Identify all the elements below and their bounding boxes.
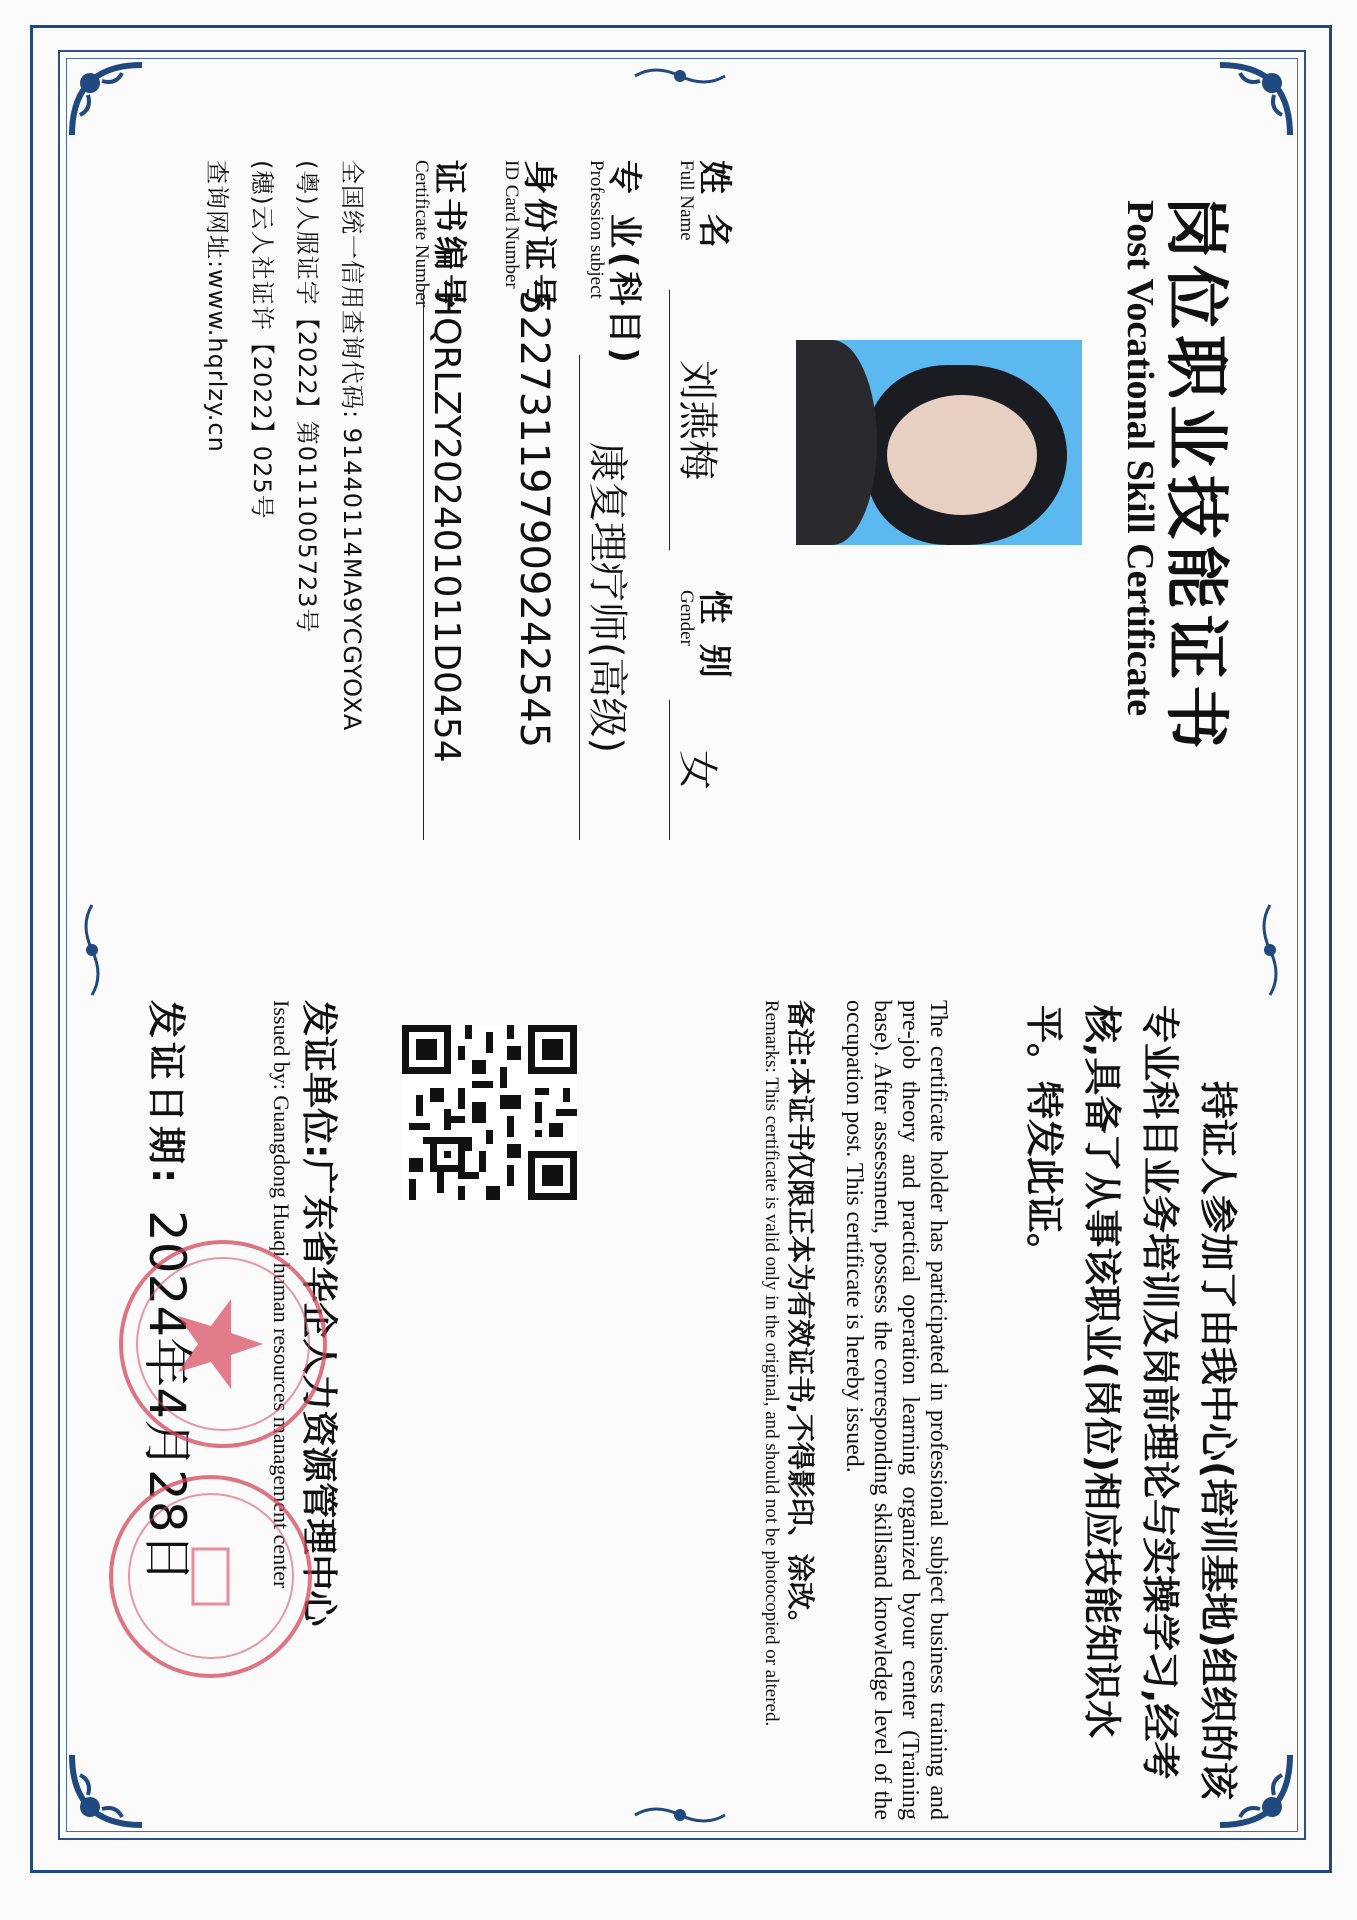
profession-label-cn: 专 业(科目)	[604, 160, 644, 367]
qr-code	[402, 1025, 577, 1200]
certno-value: HQRLZY202401011D0454	[423, 290, 467, 840]
credit-code: 全国统一信用查询代码: 91440114MA9YCGYOXA	[338, 160, 366, 732]
certno-label-cn: 证书编号	[429, 160, 469, 312]
certno-label-en: Certificate Number	[411, 160, 432, 308]
issuer-label: 发证单位:	[298, 1000, 339, 1159]
id-label-cn: 身份证号	[519, 160, 559, 312]
name-label-en: Full Name	[676, 160, 697, 241]
issue-date-value: 2024年4月28日	[138, 1210, 196, 1583]
official-seal-2	[109, 1475, 312, 1678]
query-website: 查询网址:www.hqrlzy.cn	[203, 160, 231, 453]
profession-label-en: Profession subject	[586, 160, 607, 299]
id-label-en: ID Card Number	[501, 160, 522, 289]
issue-date-label: 发证日期:	[144, 1000, 188, 1188]
gender-label-cn: 性 别	[694, 590, 734, 682]
statement-en: The certificate holder has participated in professional subject business training and pre-job theory and practical operation learning organized byour center (Training base). After assessment, possess the corresponding skillsand knowledge level of the occupation post. This certificate is hereby issued.	[841, 1000, 951, 1820]
license-1: (粤)人服证字【2022】第0111005723号	[293, 160, 321, 634]
official-seal-1	[119, 1240, 327, 1448]
gender-value: 女	[669, 700, 729, 840]
id-value: 522731197909242545	[511, 290, 557, 749]
gender-label-en: Gender	[676, 590, 697, 646]
profession-value: 康复理疗师(高级)	[579, 355, 639, 840]
license-2: (穗)云人社证许【2022】025号	[248, 160, 276, 520]
remarks-cn: 备注:本证书仅限正本为有效证书,不得影印、涂改。	[784, 1000, 817, 1638]
name-value: 刘燕梅	[669, 290, 729, 550]
holder-photo	[796, 340, 1082, 545]
certificate-title-cn: 岗位职业技能证书	[1158, 195, 1232, 755]
statement-cn: 持证人参加了由我中心(培训基地)组织的该专业科目业务培训及岗前理论与实操学习,经考核,具备了从事该职业(岗位)相应技能知识水平。特发此证。	[1022, 1005, 1240, 1800]
name-label-cn: 姓 名	[694, 160, 734, 252]
issuer-en: Issued by: Guangdong Huaqi human resources management center	[269, 1000, 294, 1589]
issuer-name: 广东省华企人力资源管理中心	[298, 1158, 339, 1627]
certificate-title-en: Post Vocational Skill Certificate	[1119, 200, 1161, 717]
remarks-en: Remarks: This certificate is valid only in the original, and should not be photocopied or altered.	[761, 1000, 782, 1727]
